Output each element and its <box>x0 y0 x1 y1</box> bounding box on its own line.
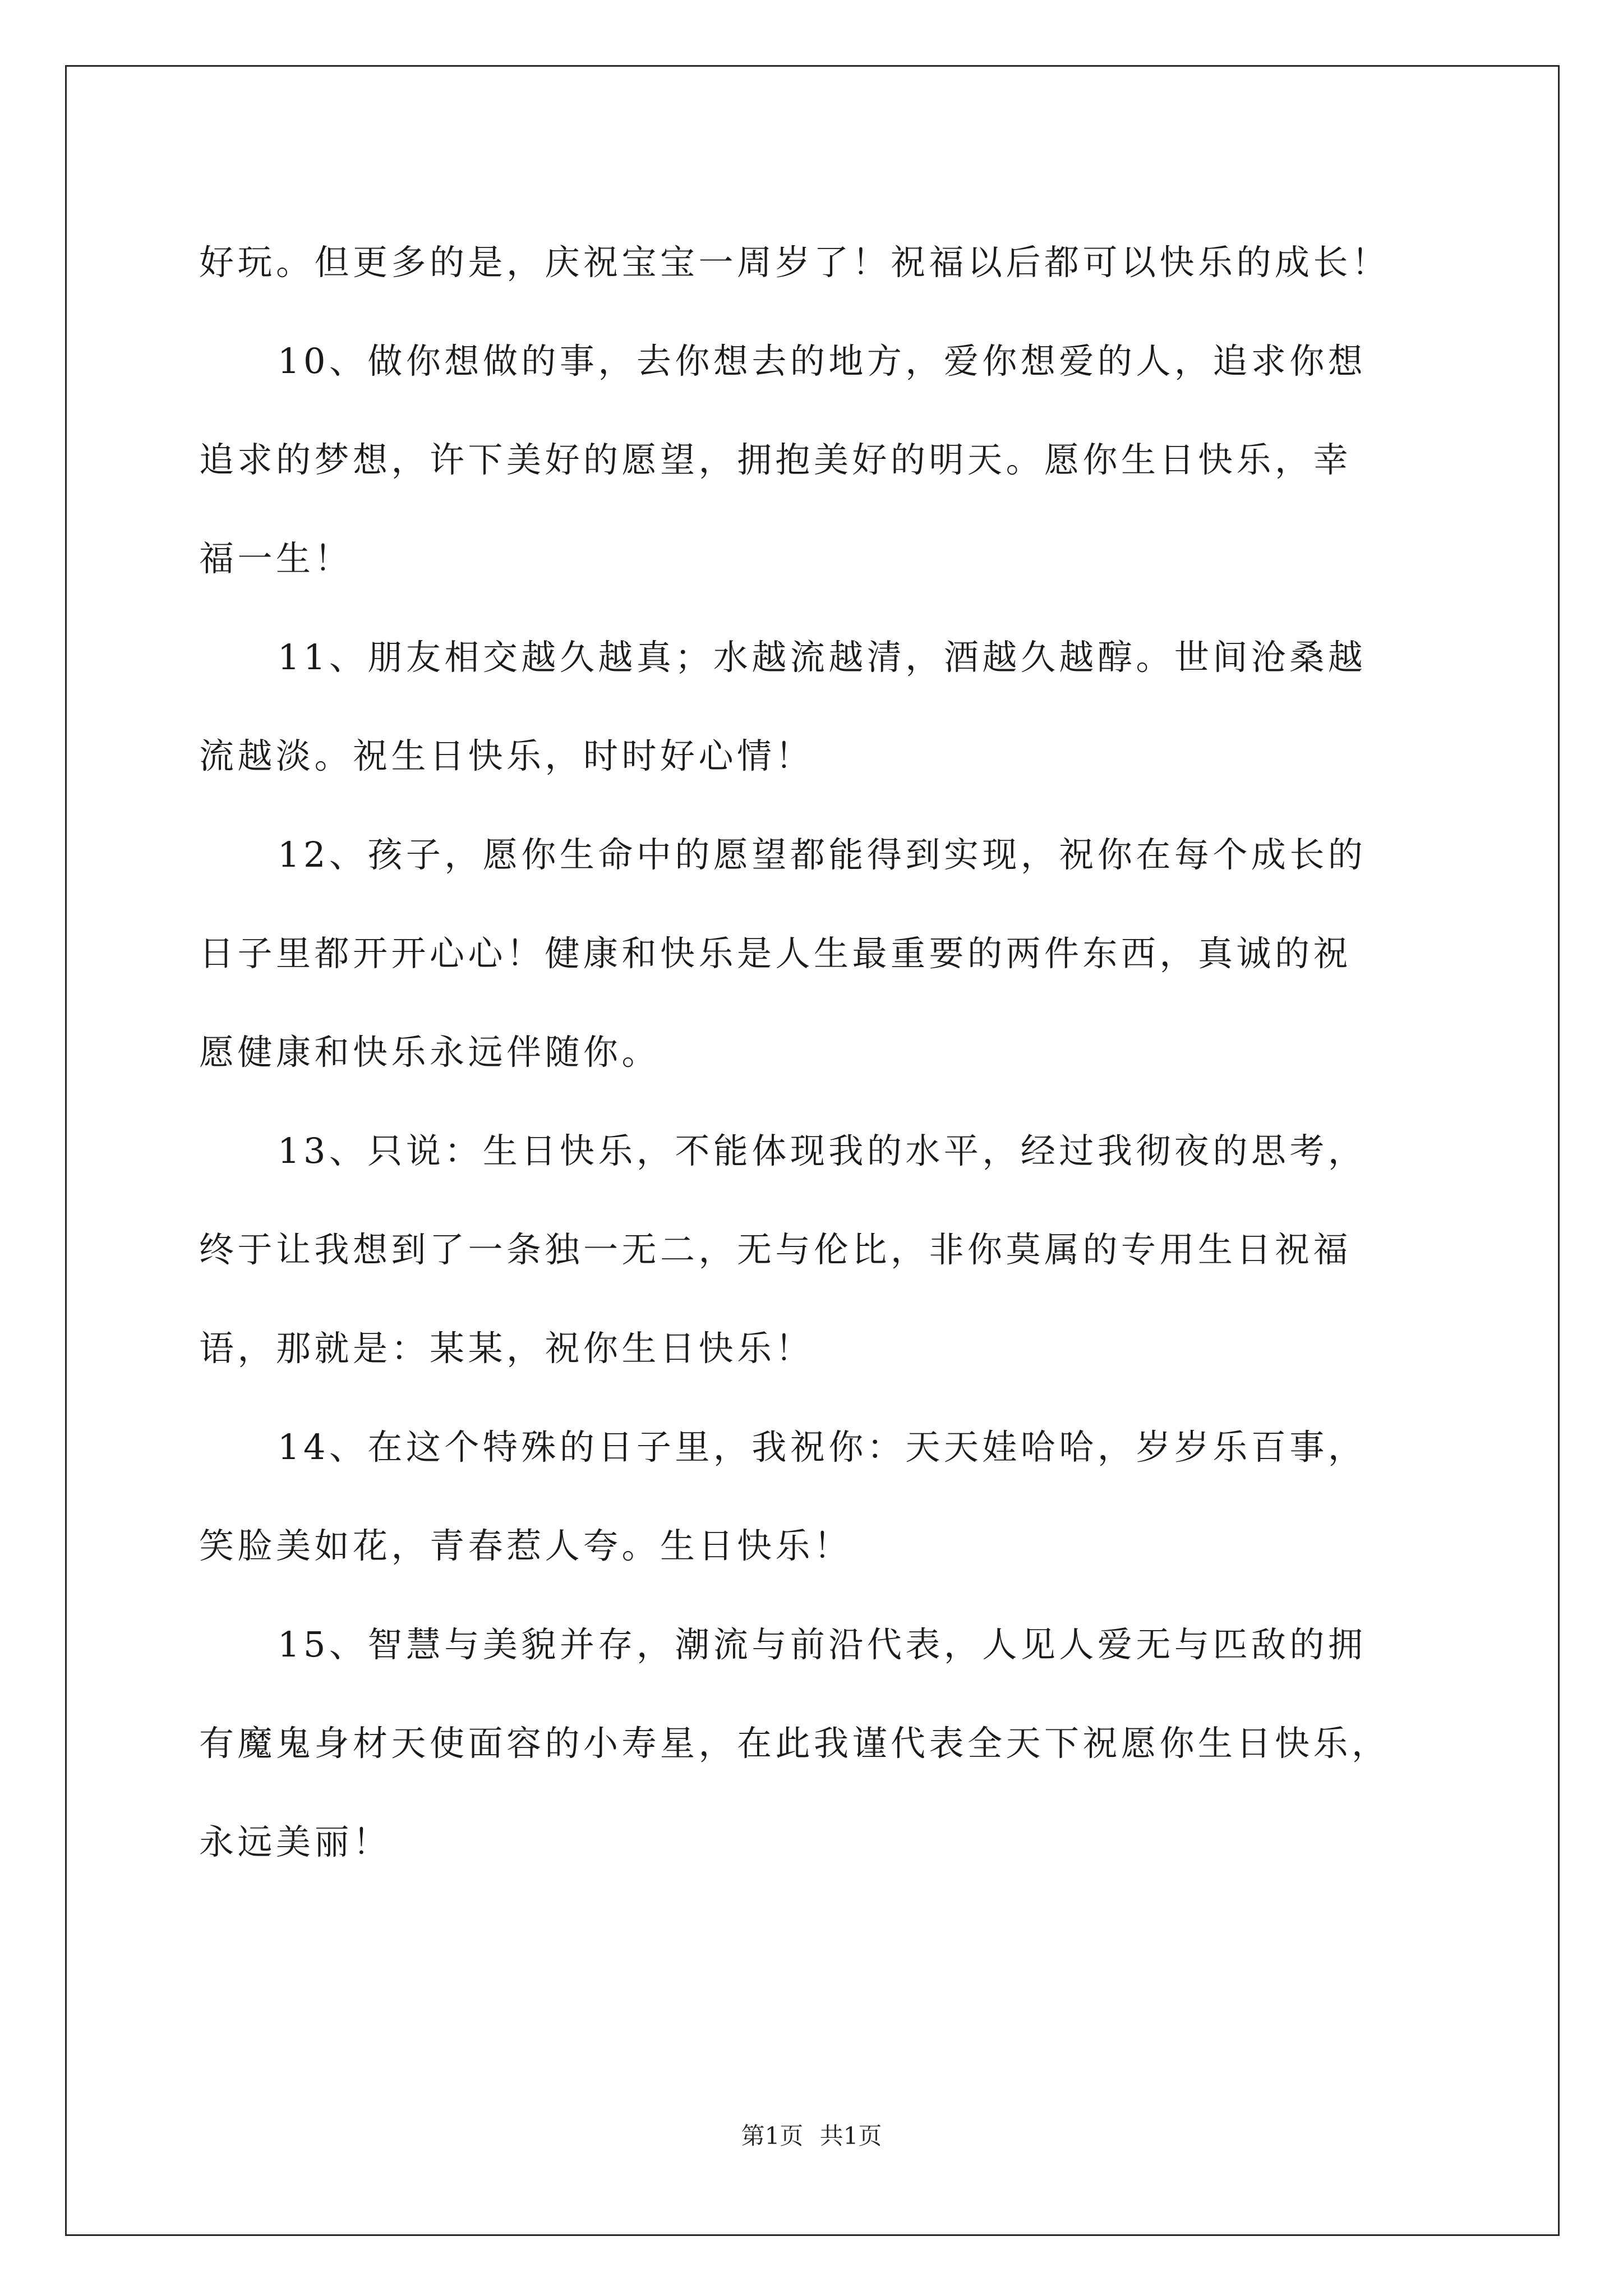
paragraph-3 <box>199 608 1433 806</box>
text-line: 笑脸美如花，青春惹人夸。生日快乐！ <box>199 1525 852 1566</box>
document-body <box>199 213 1433 1892</box>
text-line: 永远美丽！ <box>199 1821 391 1862</box>
text-line: 10、做你想做的事，去你想去的地方，爱你想爱的人，追求你想 <box>278 341 1367 381</box>
text-line: 福一生！ <box>199 538 353 579</box>
paragraph-4 <box>199 806 1433 1102</box>
text-line: 13、只说：生日快乐，不能体现我的水平，经过我彻夜的思考， <box>278 1130 1367 1171</box>
text-line: 15、智慧与美貌并存，潮流与前沿代表，人见人爱无与匹敌的拥 <box>278 1624 1367 1665</box>
text-line: 语，那就是：某某，祝你生日快乐！ <box>199 1328 814 1369</box>
text-line: 12、孩子，愿你生命中的愿望都能得到实现，祝你在每个成长的 <box>278 834 1367 875</box>
paragraph-6 <box>199 1398 1433 1595</box>
text-line: 追求的梦想，许下美好的愿望，拥抱美好的明天。愿你生日快乐，幸 <box>199 439 1352 480</box>
text-line: 愿健康和快乐永远伴随你。 <box>199 1032 661 1073</box>
page-footer <box>0 2119 1623 2153</box>
page-number-total: 共1页 <box>819 2122 882 2150</box>
text-line: 终于让我想到了一条独一无二，无与伦比，非你莫属的专用生日祝福 <box>199 1229 1352 1270</box>
paragraph-2 <box>199 312 1433 608</box>
text-line: 好玩。但更多的是，庆祝宝宝一周岁了！祝福以后都可以快乐的成长！ <box>199 242 1390 283</box>
paragraph-1 <box>199 213 1433 312</box>
text-line: 流越淡。祝生日快乐，时时好心情！ <box>199 735 814 776</box>
page-number-current: 第1页 <box>741 2122 804 2150</box>
paragraph-7 <box>199 1595 1433 1892</box>
text-line: 14、在这个特殊的日子里，我祝你：天天娃哈哈，岁岁乐百事， <box>278 1427 1367 1467</box>
text-line: 有魔鬼身材天使面容的小寿星，在此我谨代表全天下祝愿你生日快乐， <box>199 1723 1390 1764</box>
paragraph-5 <box>199 1102 1433 1398</box>
text-line: 日子里都开开心心！健康和快乐是人生最重要的两件东西，真诚的祝 <box>199 933 1352 974</box>
text-line: 11、朋友相交越久越真；水越流越清，酒越久越醇。世间沧桑越 <box>278 637 1367 678</box>
